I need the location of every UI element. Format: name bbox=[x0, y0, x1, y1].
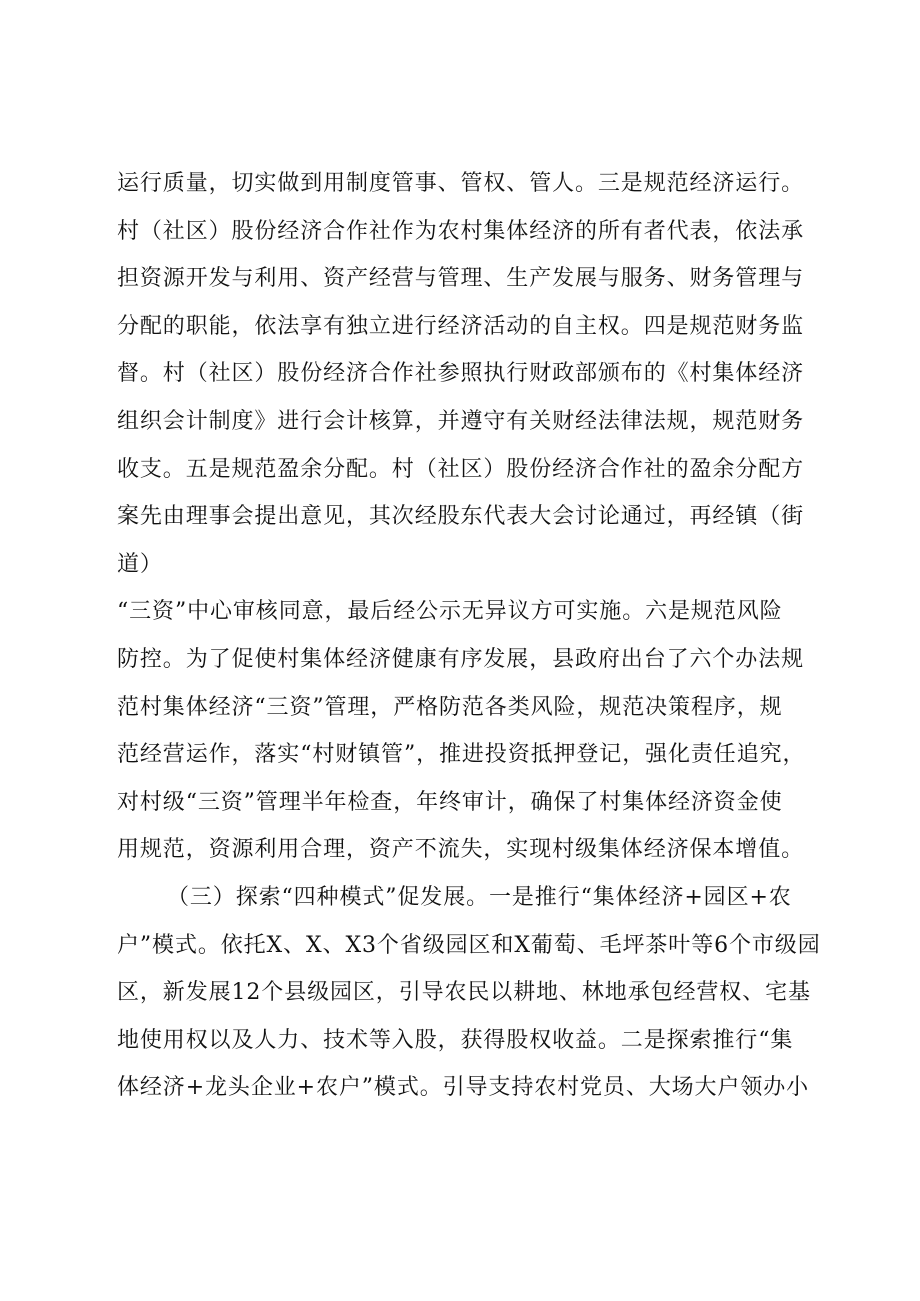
body-text bbox=[117, 160, 821, 1112]
text-line: 体经济+龙头企业+农户”模式。引导支持农村党员、大场大户领办小 bbox=[117, 1075, 810, 1101]
text-line: “三资”中心审核同意，最后经公示无异议方可实施。六是规范风险 bbox=[117, 599, 783, 625]
text-line: 组织会计制度》进行会计核算，并遵守有关财经法律法规，规范财务 bbox=[117, 408, 805, 434]
text-line: 对村级“三资”管理半年检查，年终审计，确保了村集体经济资金使 bbox=[117, 789, 783, 815]
text-line: 运行质量，切实做到用制度管事、管权、管人。三是规范经济运行。 bbox=[117, 171, 805, 196]
text-line: 范村集体经济“三资”管理，严格防范各类风险，规范决策程序，规 bbox=[117, 694, 783, 720]
text-line: 范经营运作，落实“村财镇管”，推进投资抵押登记，强化责任追究， bbox=[117, 742, 806, 768]
text-line: 案先由理事会提出意见，其次经股东代表大会讨论通过，再经镇（街 bbox=[117, 504, 805, 530]
text-line: 地使用权以及人力、技术等入股，获得股权收益。二是探索推行“集 bbox=[117, 1027, 794, 1053]
section-heading-line: （三）探索“四种模式”促发展。一是推行“集体经济+园区+农 bbox=[167, 884, 792, 910]
text-line: 村（社区）股份经济合作社作为农村集体经济的所有者代表，依法承 bbox=[117, 218, 805, 244]
text-line: 用规范，资源利用合理，资产不流失，实现村级集体经济保本增值。 bbox=[117, 837, 805, 863]
text-line: 督。村（社区）股份经济合作社参照执行财政部颁布的《村集体经济 bbox=[117, 361, 805, 387]
text-line: 防控。为了促使村集体经济健康有序发展，县政府出台了六个办法规 bbox=[117, 646, 805, 672]
text-line: 户”模式。依托X、X、X3个省级园区和X葡萄、毛坪茶叶等6个市级园 bbox=[117, 932, 821, 958]
text-line: 担资源开发与利用、资产经营与管理、生产发展与服务、财务管理与 bbox=[117, 266, 805, 292]
text-line: 收支。五是规范盈余分配。村（社区）股份经济合作社的盈余分配方 bbox=[117, 456, 805, 482]
text-line: 道） bbox=[117, 551, 163, 577]
text-line: 区，新发展12个县级园区，引导农民以耕地、林地承包经营权、宅基 bbox=[117, 980, 811, 1006]
text-line: 分配的职能，依法享有独立进行经济活动的自主权。四是规范财务监 bbox=[117, 313, 805, 339]
